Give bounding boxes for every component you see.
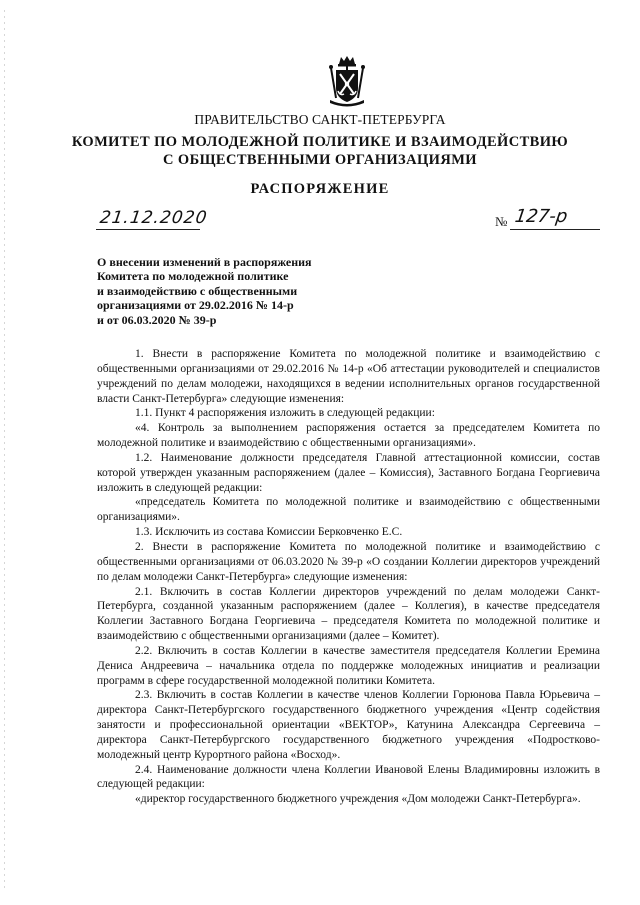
paragraph-1-1: 1.1. Пункт 4 распоряжения изложить в следующей редакции:: [135, 407, 435, 420]
subject-line: О внесении изменений в распоряжения: [97, 255, 312, 269]
government-name: ПРАВИТЕЛЬСТВО САНКТ-ПЕТЕРБУРГА: [194, 112, 446, 127]
committee-name-line-1: КОМИТЕТ ПО МОЛОДЕЖНОЙ ПОЛИТИКЕ И ВЗАИМОДЕЙСТВИЮ: [71, 134, 569, 150]
committee-name-line-2: С ОБЩЕСТВЕННЫМИ ОРГАНИЗАЦИЯМИ: [163, 152, 477, 168]
subject-line: Комитета по молодежной политике: [97, 269, 289, 284]
paragraph-2-4: 2.4. Наименование должности члена Коллегии Ивановой Елены Владимировны изложить в следующей редакции:: [97, 763, 600, 791]
paragraph-1: 1. Внести в распоряжение Комитета по молодежной политике и взаимодействию с общественными организациями от 29.02.2016 № 14-р «Об аттестации руководителей и специалистов учреждений по делам молодежи, находящихся в ведении исполнительных органов государственной власти Санкт-Петербурга» следующие изменения:: [97, 348, 600, 405]
date-underline: [96, 229, 200, 230]
handwritten-document-number: 127-р: [513, 206, 569, 227]
paragraph-quote-chair: «председатель Комитета по молодежной политике и взаимодействию с общественными организациями».: [97, 496, 600, 524]
paragraph-2-3: 2.3. Включить в состав Коллегии в качестве членов Коллегии Горюнова Павла Юрьевича – директора Санкт-Петербургского государственного бюджетного учреждения «Центр содействия занятости и профессиональной ориентации «ВЕКТОР», Катунина Александра Сергеевича – директора Санкт-Петербургского государственного бюджетного учреждения «Подростково-молодежный центр Курортного района «Восход».: [97, 689, 600, 761]
committee-name: [0, 133, 640, 169]
number-sign: №: [495, 214, 508, 229]
document-subject: [97, 255, 397, 327]
handwritten-date: 21.12.2020: [98, 208, 209, 228]
paragraph-2-1: 2.1. Включить в состав Коллегии директоров учреждений по делам молодежи Санкт-Петербурга, созданной указанным распоряжением (далее – Коллегия), в качестве председателя Коллегии Заставного Богдана Георгиевича – председателя Комитета по молодежной политике и взаимодействию с общественными организациями (далее – Комитет).: [97, 585, 600, 643]
paragraph-2-2: 2.2. Включить в состав Коллегии в качестве заместителя председателя Коллегии Еремина Дениса Андреевича – начальника отдела по поддержке молодежных инициатив и реализации программ в сфере государственной молодежной политики Комитета.: [97, 644, 600, 687]
document-type-title: РАСПОРЯЖЕНИЕ: [250, 181, 390, 197]
subject-line: и взаимодействию с общественными: [97, 283, 298, 298]
subject-line: организациями от 29.02.2016 № 14-р: [97, 298, 294, 313]
coat-of-arms-icon: [322, 54, 372, 108]
paragraph-1-2: 1.2. Наименование должности председателя Главной аттестационной комиссии, состав которой утвержден указанным распоряжением (далее – Комиссия), Заставного Богдана Георгиевича изложить в следующей редакции:: [97, 451, 600, 494]
document-body: [97, 347, 600, 807]
subject-line: и от 06.03.2020 № 39-р: [97, 312, 217, 327]
paragraph-2: 2. Внести в распоряжение Комитета по молодежной политике и взаимодействию с общественными организациями от 06.03.2020 № 39-р «О создании Коллегии директоров учреждений по делам молодежи Санкт-Петербурга» следующие изменения:: [97, 540, 600, 583]
number-underline: [510, 229, 600, 230]
paragraph-quote-director: «директор государственного бюджетного учреждения «Дом молодежи Санкт-Петербурга».: [135, 793, 581, 806]
paragraph-1-3: 1.3. Исключить из состава Комиссии Берковченко Е.С.: [135, 526, 403, 539]
paragraph-quote-4: «4. Контроль за выполнением распоряжения остается за председателем Комитета по молодежной политике и взаимодействию с общественными организациями».: [97, 422, 600, 450]
